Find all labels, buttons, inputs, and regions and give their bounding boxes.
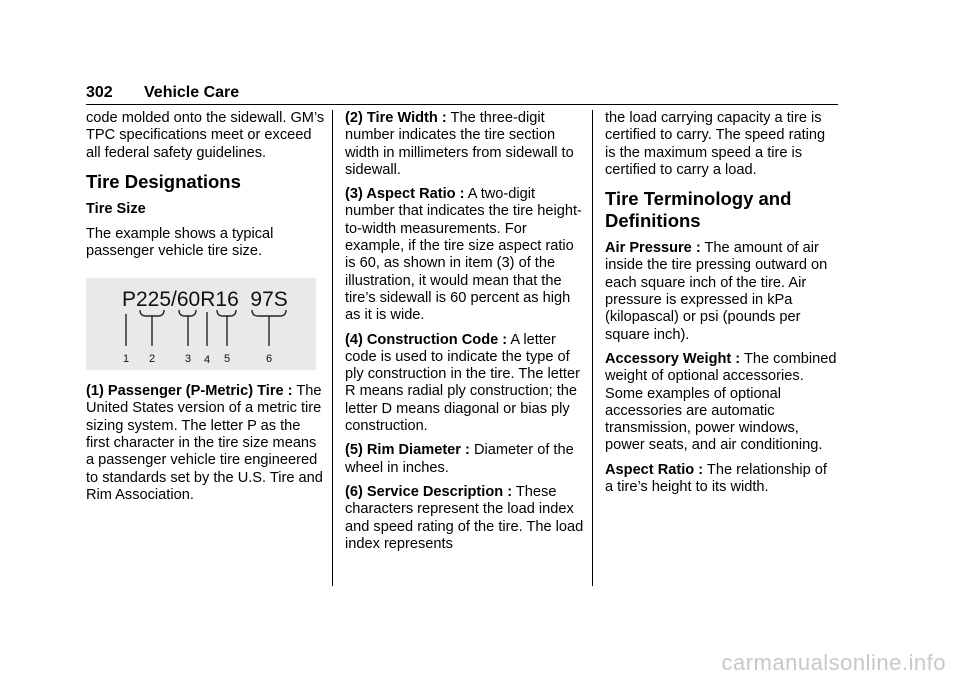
item-construction-code-lead: (4) Construction Code : bbox=[345, 331, 508, 348]
def-air-pressure-body: The amount of air inside the tire pressing outward on each square inch of the tire. Air pressure is expressed in kPa (kilopascal) or psi (pounds per square inch). bbox=[605, 240, 828, 343]
def-aspect-ratio-body: The relationship of a tire’s height to its width. bbox=[605, 461, 827, 496]
def-accessory-weight-body: The combined weight of optional accessories. Some examples of optional accessories are automatic transmission, power windows, power seats, and air conditioning. bbox=[605, 350, 837, 454]
item-rim-diameter-lead: (5) Rim Diameter : bbox=[345, 442, 470, 459]
item-rim-diameter bbox=[345, 442, 585, 477]
page-header bbox=[86, 84, 838, 104]
item-construction-code bbox=[345, 332, 585, 436]
item-aspect-ratio-body: A two-digit number that indicates the tire height-to-width measurements. For example, if the tire size aspect ratio is 60, as shown in item (3) of the illustration, it would mean that the tire’s sidewall is 60 percent as high as it is wide. bbox=[345, 186, 582, 324]
item-passenger-tire-lead: (1) Passenger (P-Metric) Tire : bbox=[86, 383, 293, 400]
item-service-description-body: These characters represent the load index and speed rating of the tire. The load index represents bbox=[345, 483, 584, 552]
item-tire-width-body: The three-digit number indicates the tire section width in millimeters from sidewall to sidewall. bbox=[345, 110, 574, 178]
item-tire-width bbox=[345, 110, 585, 179]
example-text: The example shows a typical passenger vehicle tire size. bbox=[86, 226, 274, 260]
callout-number-4: 4 bbox=[203, 353, 211, 366]
heading-tire-designations: Tire Designations bbox=[86, 170, 241, 192]
column-2 bbox=[345, 110, 585, 560]
callout-number-1: 1 bbox=[122, 352, 130, 365]
item-rim-diameter-body: Diameter of the wheel in inches. bbox=[345, 442, 574, 476]
column-1 bbox=[86, 110, 326, 511]
column-divider-2 bbox=[592, 110, 593, 586]
continued-text: the load carrying capacity a tire is certified to carry. The speed rating is the maximum speed a tire is certified to carry a load. bbox=[605, 110, 826, 178]
item-aspect-ratio bbox=[345, 186, 585, 324]
callout-number-5: 5 bbox=[223, 352, 231, 365]
column-3 bbox=[605, 110, 837, 503]
item-service-description-lead: (6) Service Description : bbox=[345, 483, 513, 500]
def-aspect-ratio-lead: Aspect Ratio : bbox=[605, 461, 704, 478]
item-tire-width-lead: (2) Tire Width : bbox=[345, 110, 447, 126]
heading-tire-terminology: Tire Terminology and Definitions bbox=[605, 188, 792, 232]
header-rule bbox=[86, 104, 838, 105]
tire-size-diagram bbox=[86, 278, 316, 370]
callout-number-6: 6 bbox=[265, 352, 273, 365]
item-aspect-ratio-lead: (3) Aspect Ratio : bbox=[345, 186, 465, 203]
watermark-text: carmanualsonline.info bbox=[721, 650, 946, 675]
intro-text: code molded onto the sidewall. GM’s TPC specifications meet or exceed all federal safety guidelines. bbox=[86, 110, 325, 161]
item-passenger-tire bbox=[86, 383, 326, 504]
def-air-pressure bbox=[605, 240, 837, 344]
item-construction-code-body: A letter code is used to indicate the type of ply construction in the tire. The letter R means radial ply construction; the letter D means diagonal or bias ply construction. bbox=[345, 331, 580, 435]
tire-code-label: P225/60R16 97S bbox=[122, 287, 288, 311]
item-service-description bbox=[345, 484, 585, 553]
def-accessory-weight-lead: Accessory Weight : bbox=[605, 350, 741, 367]
section-title: Vehicle Care bbox=[144, 84, 240, 101]
callout-number-2: 2 bbox=[148, 352, 156, 365]
column-divider-1 bbox=[332, 110, 333, 586]
item-passenger-tire-body: The United States version of a metric tire sizing system. The letter P as the first character in the tire size means a passenger vehicle tire engineered to standards set by the U.S. Tire and Rim Association. bbox=[86, 383, 323, 503]
def-accessory-weight bbox=[605, 351, 837, 455]
callout-number-3: 3 bbox=[184, 352, 192, 365]
subheading-tire-size: Tire Size bbox=[86, 200, 146, 217]
page-number: 302 bbox=[86, 84, 113, 101]
def-aspect-ratio bbox=[605, 462, 837, 497]
def-air-pressure-lead: Air Pressure : bbox=[605, 240, 701, 257]
